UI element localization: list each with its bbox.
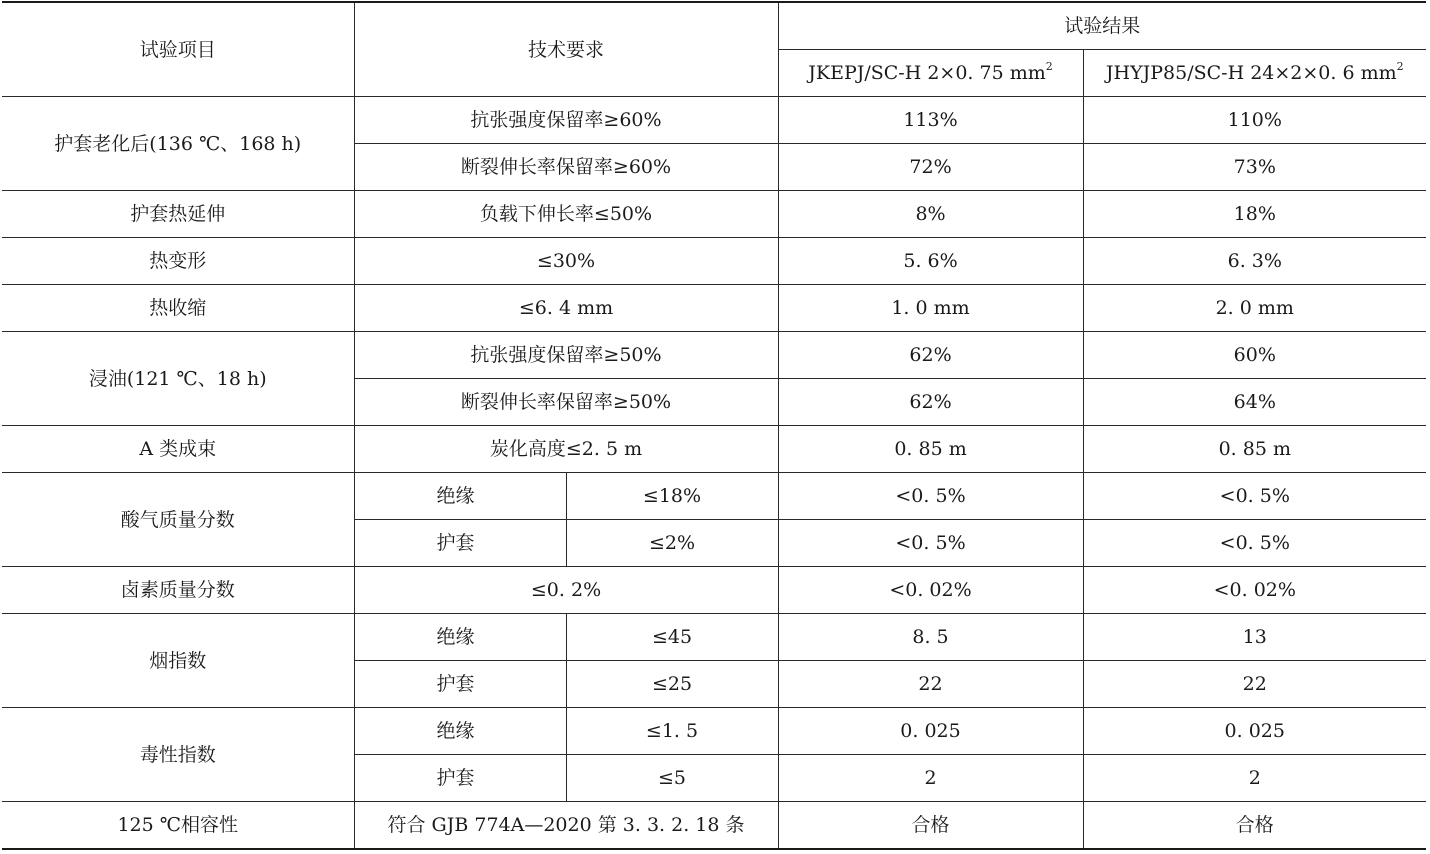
cell-result-b: 64% [1083, 379, 1426, 426]
cell-result-b: 6. 3% [1083, 238, 1426, 285]
cell-req: ≤2% [566, 520, 778, 567]
cell-result-b: 60% [1083, 332, 1426, 379]
cell-result-a: 8% [778, 191, 1083, 238]
row-item-smoke: 烟指数 [2, 614, 354, 708]
header-sample-b [1083, 50, 1426, 97]
sample-a-label: JKEPJ/SC-H 2×0. 75 mm [808, 62, 1046, 84]
cell-req: 负载下伸长率≤50% [354, 191, 778, 238]
cell-req: ≤18% [566, 473, 778, 520]
cell-req: 断裂伸长率保留率≥60% [354, 144, 778, 191]
cell-result-a: 合格 [778, 802, 1083, 850]
header-tech-req: 技术要求 [354, 2, 778, 97]
cell-result-a: <0. 5% [778, 520, 1083, 567]
cell-req: 符合 GJB 774A—2020 第 3. 3. 2. 18 条 [354, 802, 778, 850]
cell-result-a: 0. 85 m [778, 426, 1083, 473]
cell-part: 绝缘 [354, 708, 566, 755]
cell-result-b: 2 [1083, 755, 1426, 802]
table-row [2, 97, 1426, 144]
cell-req: 抗张强度保留率≥50% [354, 332, 778, 379]
cell-result-a: 62% [778, 332, 1083, 379]
cell-req: ≤6. 4 mm [354, 285, 778, 332]
cell-req: ≤5 [566, 755, 778, 802]
cell-req: 断裂伸长率保留率≥50% [354, 379, 778, 426]
cell-part: 护套 [354, 661, 566, 708]
sample-b-superscript: 2 [1396, 60, 1404, 73]
cell-result-a: 62% [778, 379, 1083, 426]
cell-result-b: 0. 025 [1083, 708, 1426, 755]
cell-result-a: 1. 0 mm [778, 285, 1083, 332]
cell-result-b: 18% [1083, 191, 1426, 238]
cell-part: 护套 [354, 520, 566, 567]
cell-result-a: <0. 5% [778, 473, 1083, 520]
cell-result-b: 13 [1083, 614, 1426, 661]
cell-result-a: 72% [778, 144, 1083, 191]
cell-result-b: <0. 5% [1083, 520, 1426, 567]
cell-result-a: <0. 02% [778, 567, 1083, 614]
table-row [2, 708, 1426, 755]
row-item-aging: 护套老化后(136 ℃、168 h) [2, 97, 354, 191]
table-row [2, 191, 1426, 238]
cell-req: ≤0. 2% [354, 567, 778, 614]
row-item-halogen: 卤素质量分数 [2, 567, 354, 614]
cell-part: 绝缘 [354, 614, 566, 661]
header-results: 试验结果 [778, 2, 1426, 50]
cell-result-b: 2. 0 mm [1083, 285, 1426, 332]
header-test-item: 试验项目 [2, 2, 354, 97]
header-sample-a [778, 50, 1083, 97]
cell-part: 护套 [354, 755, 566, 802]
cell-result-a: 5. 6% [778, 238, 1083, 285]
cell-result-a: 8. 5 [778, 614, 1083, 661]
cell-req: ≤25 [566, 661, 778, 708]
cell-result-b: <0. 5% [1083, 473, 1426, 520]
row-item-toxicity: 毒性指数 [2, 708, 354, 802]
cell-result-b: 110% [1083, 97, 1426, 144]
cell-req: 抗张强度保留率≥60% [354, 97, 778, 144]
test-results-table-wrapper [2, 1, 1426, 850]
table-row [2, 285, 1426, 332]
table-row [2, 426, 1426, 473]
row-item-shrink: 热收缩 [2, 285, 354, 332]
row-item-acid: 酸气质量分数 [2, 473, 354, 567]
table-row [2, 567, 1426, 614]
cell-req: ≤1. 5 [566, 708, 778, 755]
row-item-bundle: A 类成束 [2, 426, 354, 473]
sample-a-superscript: 2 [1045, 60, 1053, 73]
cell-result-a: 2 [778, 755, 1083, 802]
table-row [2, 332, 1426, 379]
cell-result-a: 113% [778, 97, 1083, 144]
cell-req: ≤30% [354, 238, 778, 285]
table-row [2, 614, 1426, 661]
cell-result-b: 合格 [1083, 802, 1426, 850]
table-row [2, 473, 1426, 520]
cell-result-b: 0. 85 m [1083, 426, 1426, 473]
row-item-hot-set: 护套热延伸 [2, 191, 354, 238]
row-item-compat: 125 ℃相容性 [2, 802, 354, 850]
header-row-1 [2, 2, 1426, 50]
cell-result-b: 73% [1083, 144, 1426, 191]
cell-result-a: 22 [778, 661, 1083, 708]
test-results-table [2, 1, 1426, 850]
cell-result-b: <0. 02% [1083, 567, 1426, 614]
cell-result-b: 22 [1083, 661, 1426, 708]
row-item-oil: 浸油(121 ℃、18 h) [2, 332, 354, 426]
table-row [2, 238, 1426, 285]
cell-part: 绝缘 [354, 473, 566, 520]
table-row [2, 802, 1426, 850]
row-item-heat-deform: 热变形 [2, 238, 354, 285]
cell-req: ≤45 [566, 614, 778, 661]
sample-b-label: JHYJP85/SC-H 24×2×0. 6 mm [1105, 62, 1397, 84]
cell-result-a: 0. 025 [778, 708, 1083, 755]
cell-req: 炭化高度≤2. 5 m [354, 426, 778, 473]
